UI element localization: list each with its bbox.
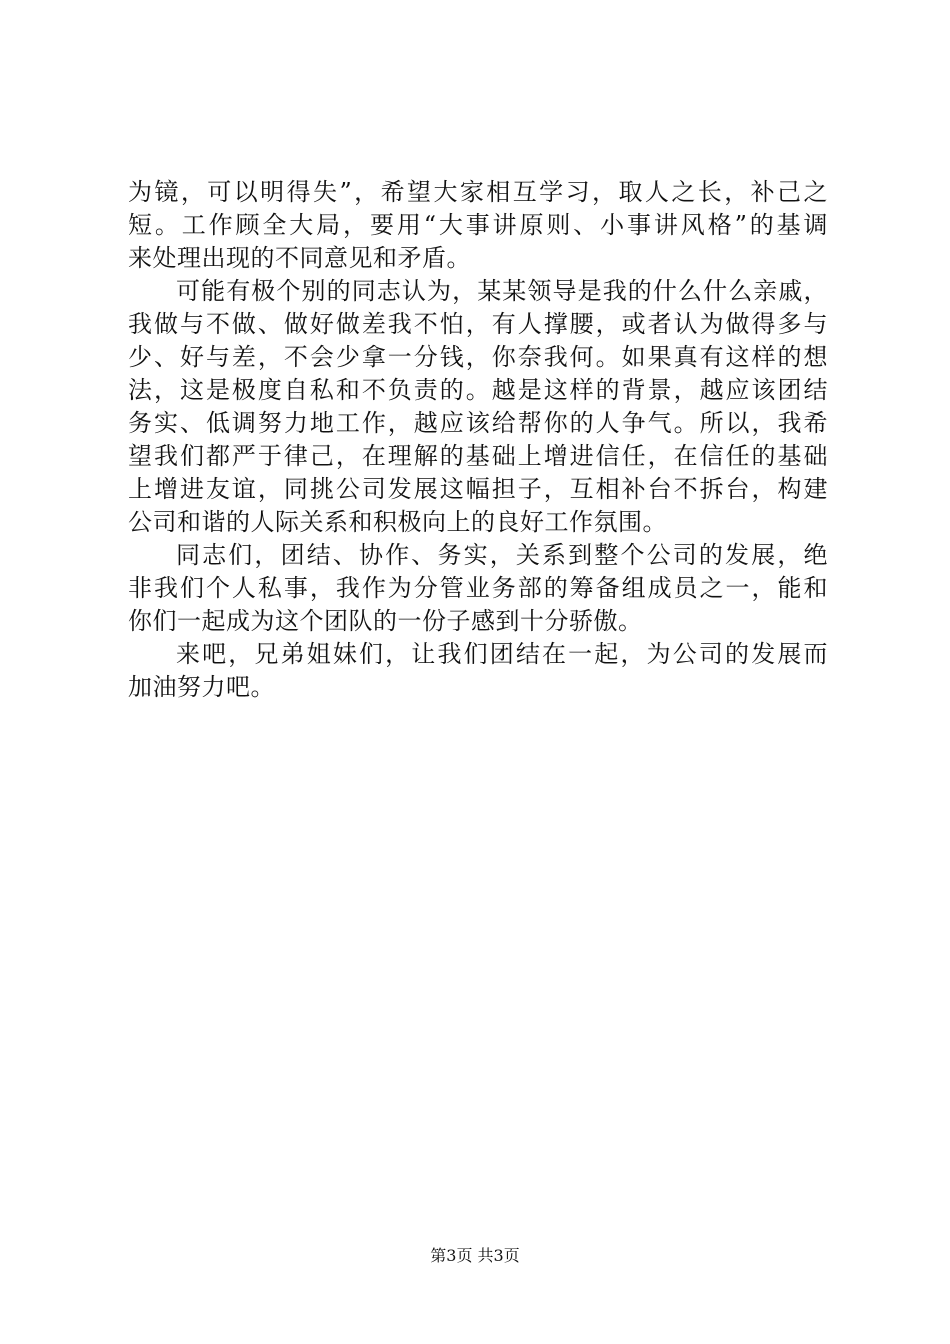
text-line: 务实、低调努力地工作，越应该给帮你的人争气。所以，我希 (128, 409, 828, 437)
text-line: 可能有极个别的同志认为，某某领导是我的什么什么亲戚， (176, 277, 828, 305)
text-line: 来吧，兄弟姐妹们，让我们团结在一起，为公司的发展而 (176, 640, 828, 668)
paragraph-p2 (128, 275, 828, 539)
text-line: 短。工作顾全大局，要用“大事讲原则、小事讲风格”的基调 (128, 211, 828, 239)
text-line: 望我们都严于律己，在理解的基础上增进信任，在信任的基础 (128, 442, 828, 470)
text-line: 同志们，团结、协作、务实，关系到整个公司的发展，绝 (176, 541, 828, 569)
text-line: 来处理出现的不同意见和矛盾。 (128, 244, 471, 272)
text-line: 公司和谐的人际关系和积极向上的良好工作氛围。 (128, 508, 667, 536)
document-body (128, 176, 828, 704)
text-line: 上增进友谊，同挑公司发展这幅担子，互相补台不拆台，构建 (128, 475, 828, 503)
text-line: 少、好与差，不会少拿一分钱，你奈我何。如果真有这样的想 (128, 343, 828, 371)
page-footer: 第3页 共3页 (430, 1246, 520, 1265)
text-line: 法，这是极度自私和不负责的。越是这样的背景，越应该团结 (128, 376, 828, 404)
paragraph-p1 (128, 176, 828, 275)
paragraph-p3 (128, 539, 828, 638)
text-line: 我做与不做、做好做差我不怕，有人撑腰，或者认为做得多与 (128, 310, 828, 338)
text-line: 你们一起成为这个团队的一份子感到十分骄傲。 (128, 607, 643, 635)
text-line: 非我们个人私事，我作为分管业务部的筹备组成员之一，能和 (128, 574, 828, 602)
text-line: 加油努力吧。 (128, 673, 275, 701)
paragraph-p4 (128, 638, 828, 704)
text-line: 为镜，可以明得失”，希望大家相互学习，取人之长，补己之 (128, 178, 828, 206)
